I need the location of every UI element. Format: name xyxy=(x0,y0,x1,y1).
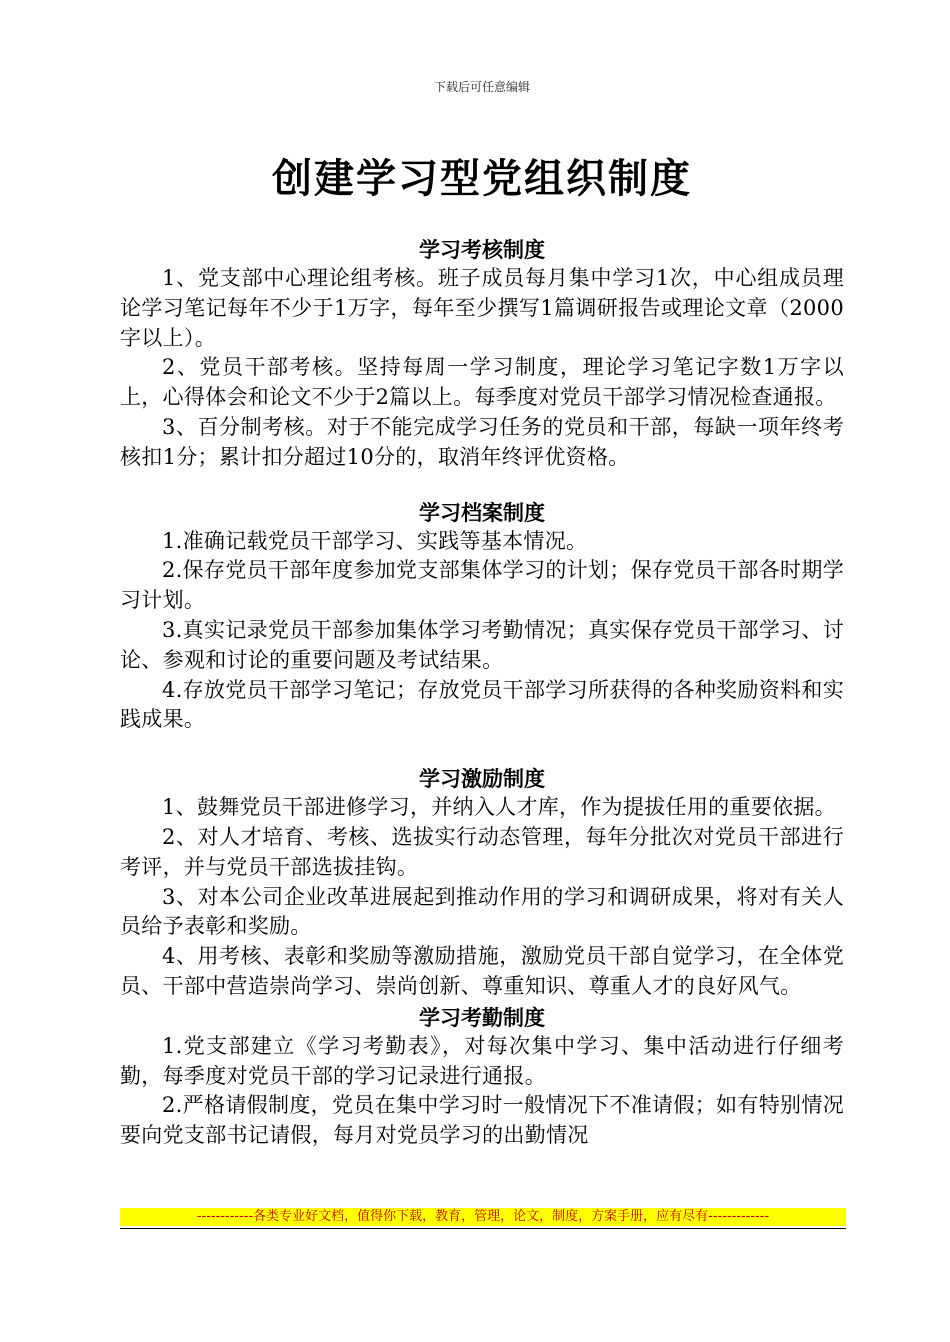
paragraph: 3.真实记录党员干部参加集体学习考勤情况；真实保存党员干部学习、讨论、参观和讨论的重要问题及考试结果。 xyxy=(120,617,844,672)
paragraph: 3、百分制考核。对于不能完成学习任务的党员和干部，每缺一项年终考核扣1分；累计扣分超过10分的，取消年终评优资格。 xyxy=(120,414,844,469)
section-archive xyxy=(120,499,844,736)
paragraph: 1、党支部中心理论组考核。班子成员每月集中学习1次，中心组成员理论学习笔记每年不少于1万字，每年至少撰写1篇调研报告或理论文章（2000字以上）。 xyxy=(120,266,844,350)
paragraph: 2.保存党员干部年度参加党支部集体学习的计划；保存党员干部各时期学习计划。 xyxy=(120,558,844,613)
paragraph: 2.严格请假制度，党员在集中学习时一般情况下不准请假；如有特别情况要向党支部书记请假，每月对党员学习的出勤情况 xyxy=(120,1093,844,1148)
paragraph: 1.党支部建立《学习考勤表》，对每次集中学习、集中活动进行仔细考勤，每季度对党员干部的学习记录进行通报。 xyxy=(120,1033,844,1088)
section-heading: 学习考核制度 xyxy=(419,238,545,262)
paragraph: 4.存放党员干部学习笔记；存放党员干部学习所获得的各种奖励资料和实践成果。 xyxy=(120,677,844,732)
section-incentive xyxy=(120,765,844,1002)
footer-divider xyxy=(120,1228,846,1229)
paragraph: 2、对人才培育、考核、选拔实行动态管理，每年分批次对党员干部进行考评，并与党员干部选拔挂钩。 xyxy=(120,824,844,879)
section-assessment xyxy=(120,236,844,473)
paragraph: 1、鼓舞党员干部进修学习，并纳入人才库，作为提拔任用的重要依据。 xyxy=(162,795,836,820)
page-header: 下载后可任意编辑 xyxy=(433,80,530,94)
paragraph: 3、对本公司企业改革进展起到推动作用的学习和调研成果，将对有关人员给予表彰和奖励。 xyxy=(120,884,844,939)
paragraph: 2、党员干部考核。坚持每周一学习制度，理论学习笔记字数1万字以上，心得体会和论文不少于2篇以上。每季度对党员干部学习情况检查通报。 xyxy=(120,355,844,410)
section-heading: 学习考勤制度 xyxy=(419,1005,545,1030)
document-title: 创建学习型党组织制度 xyxy=(272,156,692,202)
paragraph: 4、用考核、表彰和奖励等激励措施，激励党员干部自觉学习，在全体党员、干部中营造崇尚学习、崇尚创新、尊重知识、尊重人才的良好风气。 xyxy=(120,944,844,998)
section-attendance xyxy=(120,1004,844,1151)
footer-banner: ------------各类专业好文档，值得你下载，教育，管理，论文，制度，方案手册，应有尽有------------- xyxy=(120,1208,846,1226)
section-heading: 学习激励制度 xyxy=(419,767,545,792)
paragraph: 1.准确记载党员干部学习、实践等基本情况。 xyxy=(162,528,588,553)
section-heading: 学习档案制度 xyxy=(419,500,545,525)
